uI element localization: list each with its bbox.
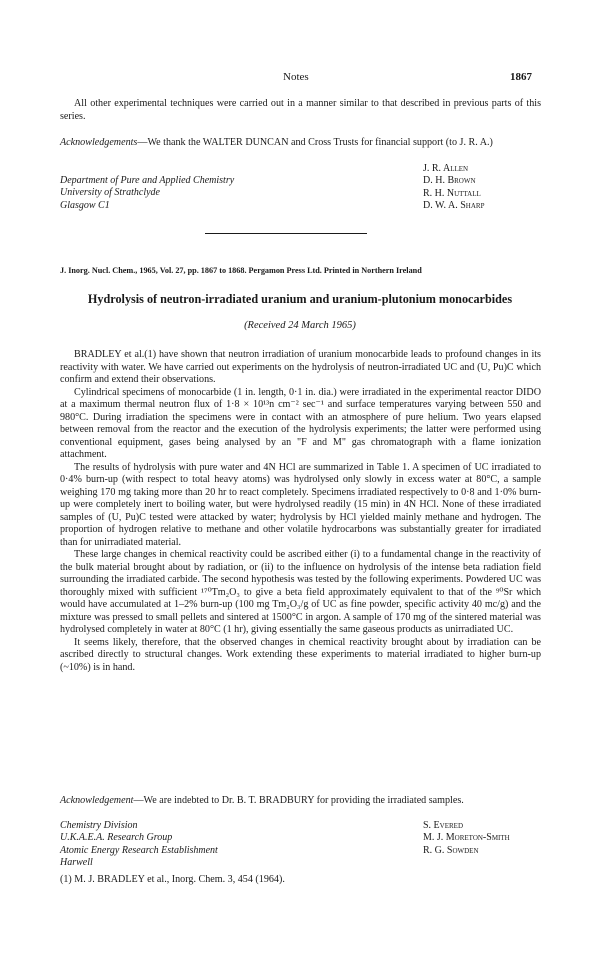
affiliation-line: Chemistry Division bbox=[60, 820, 138, 831]
previous-note-paragraph: All other experimental techniques were carried out in a manner similar to that described in previous parts of this series. bbox=[60, 98, 541, 122]
affiliation-line: Department of Pure and Applied Chemistry bbox=[60, 175, 235, 186]
author-name: R. G. Sowden bbox=[423, 844, 479, 856]
author-name: S. Evered bbox=[423, 820, 464, 831]
received-date: (Received 24 March 1965) bbox=[244, 320, 356, 331]
author-name: J. R. Allen bbox=[423, 163, 469, 174]
article-title: Hydrolysis of neutron-irradiated uranium and uranium-plutonium monocarbides bbox=[87, 292, 513, 306]
section-divider bbox=[205, 233, 367, 234]
reference-entry: (1) M. J. BRADLEY et al., Inorg. Chem. 3, 454 (1964). bbox=[60, 874, 285, 885]
body-paragraph: BRADLEY et al.(1) have shown that neutron irradiation of uranium monocarbide leads to profound changes in its reactivity with water. We have carried out experiments on the hydrolysis of neutron-irradiated UC and (U, Pu)C which confirm and extend their observations. bbox=[60, 349, 541, 385]
body-paragraph: The results of hydrolysis with pure water and 4N HCl are summarized in Table 1. A specimen of UC irradiated to 0·4% burn-up (with respect to total heavy atoms) was hydrolysed only slowly in excess water at 80°C, a sample weighing 170 mg taking more than 20 hr to react completely. Specimens irradiated respectively to 0·8 and 1·0% burn-up were completely inert to boiling water, but were hydrolysed readily (15 min) in 4N HCl. None of these irradiated samples of (U, Pu)C tested were attacked by water; hydrolysis by HCl yielded mainly methane and hydrogen. The proportion of hydrogen relative to methane and other volatile hydrocarbons was substantially greater for irradiated than for unirradiated material. bbox=[60, 461, 541, 548]
previous-note-authors bbox=[423, 163, 484, 212]
previous-note-acknowledgements bbox=[60, 137, 541, 150]
acknowledgement-label: Acknowledgement bbox=[60, 795, 134, 806]
running-title: Notes bbox=[283, 71, 309, 83]
affiliation-line: Glasgow C1 bbox=[60, 199, 110, 211]
author-name: M. J. Moreton-Smith bbox=[423, 832, 510, 844]
acknowledgements-text: —We thank the WALTER DUNCAN and Cross Trusts for financial support (to J. R. A.) bbox=[137, 137, 493, 148]
author-name: D. H. Brown bbox=[423, 175, 476, 187]
acknowledgements-label: Acknowledgements bbox=[60, 137, 138, 148]
article-body bbox=[60, 349, 541, 674]
article-affiliation bbox=[60, 820, 218, 869]
affiliation-line: Atomic Energy Research Establishment bbox=[60, 844, 218, 856]
journal-citation: J. Inorg. Nucl. Chem., 1965, Vol. 27, pp. 1867 to 1868. Pergamon Press Ltd. Printed in Northern Ireland bbox=[60, 266, 422, 275]
affiliation-line: U.K.A.E.A. Research Group bbox=[60, 832, 173, 844]
acknowledgement-text: —We are indebted to Dr. B. T. BRADBURY for providing the irradiated samples. bbox=[133, 795, 464, 806]
author-name: R. H. Nuttall bbox=[423, 187, 481, 199]
author-name: D. W. A. Sharp bbox=[423, 199, 485, 211]
page-number: 1867 bbox=[510, 71, 532, 83]
affiliation-line: University of Strathclyde bbox=[60, 187, 160, 199]
affiliation-line: Harwell bbox=[60, 856, 93, 868]
body-paragraph: It seems likely, therefore, that the observed changes in chemical reactivity brought about by irradiation can be ascribed directly to structural changes. Work extending these experiments to material irradiated to higher burn-up (~10%) is in hand. bbox=[60, 636, 541, 673]
body-paragraph: Cylindrical specimens of monocarbide (1 in. length, 0·1 in. dia.) were irradiated in the experimental reactor DIDO at a maximum thermal neutron flux of 1·8 × 10¹³n cm⁻² sec⁻¹ and surface temperatures varying between 550 and 980°C. During irradiation the specimens were in contact with an atmosphere of pure helium. Two years elapsed between removal from the reactor and the execution of the hydrolysis experiments; the latter were performed using conventional equipment, gases being analysed by an "F and M" gas chromatograph with a flame ionization attachment. bbox=[60, 386, 541, 460]
body-paragraph: These large changes in chemical reactivity could be ascribed either (i) to a fundamental change in the reactivity of the bulk material brought about by radiation, or (ii) to the influence on hydrolysis of the intense beta radiation field surrounding the irradiated carbide. The second hypothesis was tested by the following experiments. Powdered UC was thoroughly mixed with sufficient ¹⁷⁰Tm₂O₃ to give a beta field approximately equivalent to that of the ⁹⁰Sr which would have accumulated at 1–2% burn-up (100 mg Tm₂O₃/g of UC as fine powder, specific activity 40 mc/g) and the mixture was pressed to small pellets and sintered at 1500°C in argon. A sample of 170 mg of the sintered material was hydrolysed completely in water at 80°C (1 hr), giving essentially the same gaseous products as unirradiated UC. bbox=[60, 549, 541, 635]
article-acknowledgement bbox=[60, 795, 541, 808]
previous-note-affiliation bbox=[60, 175, 234, 212]
article-authors bbox=[423, 820, 510, 857]
